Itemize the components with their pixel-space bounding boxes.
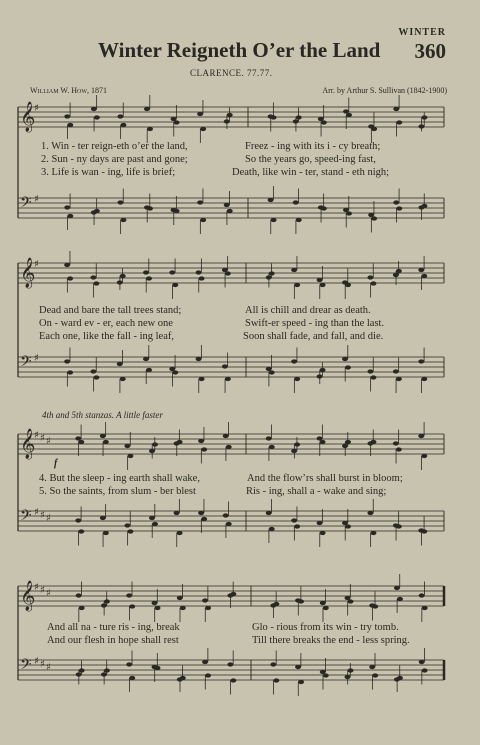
lyric-segment: And the flow’rs shall burst in bloom; xyxy=(247,473,403,484)
lyric-line xyxy=(0,154,480,168)
note-head xyxy=(155,666,161,670)
note-head xyxy=(298,599,304,603)
sharp-sign: ♯ xyxy=(46,436,51,447)
tempo-marking: 4th and 5th stanzas. A little faster xyxy=(42,410,163,420)
lyric-segment: Each one, like the fall - ing leaf, xyxy=(39,331,174,342)
note-head xyxy=(75,436,81,440)
note-head xyxy=(342,357,348,361)
note-head xyxy=(120,218,126,222)
note-head xyxy=(396,377,402,381)
lyric-line xyxy=(0,331,480,345)
note-head xyxy=(396,206,402,210)
note-head xyxy=(397,676,403,680)
treble-clef: 𝄞 xyxy=(20,258,36,288)
note-head xyxy=(174,209,180,213)
note-head xyxy=(79,606,85,610)
lyric-line xyxy=(0,635,480,649)
sharp-sign: ♯ xyxy=(40,659,45,670)
note-head xyxy=(198,439,204,443)
note-head xyxy=(78,440,84,444)
note-head xyxy=(421,454,427,458)
note-head xyxy=(64,359,70,363)
sharp-sign: ♯ xyxy=(46,662,51,673)
note-head xyxy=(298,680,304,684)
note-head xyxy=(227,113,233,117)
note-head xyxy=(294,524,300,528)
note-head xyxy=(200,127,206,131)
note-head xyxy=(345,365,351,369)
note-head xyxy=(120,274,126,278)
note-head xyxy=(64,263,70,267)
note-head xyxy=(67,370,73,374)
note-head xyxy=(230,678,236,682)
note-head xyxy=(317,521,323,525)
sharp-sign: ♯ xyxy=(46,588,51,599)
note-head xyxy=(224,203,230,207)
note-head xyxy=(227,662,233,666)
lyric-segment: Death, like win - ter, stand - eth nigh; xyxy=(232,167,390,178)
note-head xyxy=(91,107,97,111)
lyric-segment: Soon shall fade, and fall, and die. xyxy=(243,331,384,342)
note-head xyxy=(372,673,378,677)
note-head xyxy=(117,114,123,118)
note-head xyxy=(94,209,100,213)
note-head xyxy=(127,529,133,533)
note-head xyxy=(196,270,202,274)
lyric-segment: Freez - ing with its i - cy breath; xyxy=(245,141,381,152)
lyric-line xyxy=(0,318,480,332)
note-head xyxy=(317,278,323,282)
note-head xyxy=(205,673,211,677)
note-head xyxy=(201,447,207,451)
sharp-sign: ♯ xyxy=(40,433,45,444)
note-head xyxy=(269,527,275,531)
note-head xyxy=(418,268,424,272)
sharp-sign: ♯ xyxy=(34,507,39,518)
note-head xyxy=(146,368,152,372)
note-head xyxy=(149,516,155,520)
treble-clef: 𝄞 xyxy=(20,429,36,459)
note-head xyxy=(291,359,297,363)
note-head xyxy=(199,276,205,280)
note-head xyxy=(421,529,427,533)
note-head xyxy=(371,127,377,131)
note-head xyxy=(222,268,228,272)
note-head xyxy=(367,369,373,373)
note-head xyxy=(342,521,348,525)
note-head xyxy=(93,281,99,285)
note-head xyxy=(345,524,351,528)
note-head xyxy=(317,436,323,440)
note-head xyxy=(422,606,428,610)
note-head xyxy=(169,367,175,371)
lyric-segment: Swift-er speed - ing than the last. xyxy=(245,318,385,329)
note-head xyxy=(345,283,351,287)
note-head xyxy=(147,206,153,210)
note-head xyxy=(270,662,276,666)
note-head xyxy=(177,440,183,444)
note-head xyxy=(79,668,85,672)
note-head xyxy=(67,214,73,218)
lyric-line xyxy=(0,486,480,500)
note-head xyxy=(197,112,203,116)
sharp-sign: ♯ xyxy=(34,353,39,364)
note-head xyxy=(421,377,427,381)
note-head xyxy=(320,440,326,444)
note-head xyxy=(370,531,376,535)
note-head xyxy=(152,522,158,526)
note-head xyxy=(169,270,175,274)
note-head xyxy=(367,275,373,279)
note-head xyxy=(418,434,424,438)
note-head xyxy=(196,357,202,361)
note-head xyxy=(345,440,351,444)
note-head xyxy=(296,218,302,222)
note-head xyxy=(266,511,272,515)
note-head xyxy=(67,123,73,127)
lyric-segment: On - ward ev - er, each new one xyxy=(39,318,173,329)
note-head xyxy=(269,370,275,374)
note-head xyxy=(348,599,354,603)
lyric-segment: 1. Win - ter reign-eth o’er the land, xyxy=(41,141,188,152)
note-head xyxy=(370,440,376,444)
note-head xyxy=(320,283,326,287)
note-head xyxy=(346,113,352,117)
lyric-segment: Dead and bare the tall trees stand; xyxy=(39,305,182,316)
bass-clef: 𝄢 xyxy=(20,507,32,528)
note-head xyxy=(104,668,110,672)
sharp-sign: ♯ xyxy=(40,585,45,596)
note-head xyxy=(396,447,402,451)
lyric-segment: Till there breaks the end - less spring. xyxy=(252,635,410,646)
note-head xyxy=(67,276,73,280)
note-head xyxy=(205,606,211,610)
note-head xyxy=(397,597,403,601)
note-head xyxy=(117,362,123,366)
note-head xyxy=(199,377,205,381)
note-head xyxy=(271,115,277,119)
note-head xyxy=(198,511,204,515)
note-head xyxy=(174,120,180,124)
note-head xyxy=(226,445,232,449)
note-head xyxy=(64,114,70,118)
note-head xyxy=(367,511,373,515)
treble-clef: 𝄞 xyxy=(20,581,36,611)
note-head xyxy=(273,678,279,682)
note-head xyxy=(266,367,272,371)
note-head xyxy=(393,200,399,204)
lyric-line xyxy=(0,141,480,155)
treble-clef: 𝄞 xyxy=(20,102,36,132)
lyric-segment: All is chill and drear as death. xyxy=(245,305,371,316)
note-head xyxy=(421,115,427,119)
note-head xyxy=(294,377,300,381)
note-head xyxy=(371,216,377,220)
lyric-segment: 3. Life is wan - ing, life is brief; xyxy=(41,167,176,178)
lyric-segment: Glo - rious from its win - try tomb. xyxy=(252,622,399,633)
note-head xyxy=(103,531,109,535)
note-head xyxy=(126,662,132,666)
note-head xyxy=(124,444,130,448)
note-head xyxy=(370,375,376,379)
sharp-sign: ♯ xyxy=(46,513,51,524)
lyric-line xyxy=(0,473,480,487)
note-head xyxy=(152,601,158,605)
note-head xyxy=(295,665,301,669)
note-head xyxy=(64,205,70,209)
note-head xyxy=(222,364,228,368)
note-head xyxy=(370,281,376,285)
note-head xyxy=(172,370,178,374)
sharp-sign: ♯ xyxy=(34,259,39,270)
note-head xyxy=(348,668,354,672)
sharp-sign: ♯ xyxy=(40,510,45,521)
note-head xyxy=(90,275,96,279)
dynamic-marking: f xyxy=(54,458,58,469)
sharp-sign: ♯ xyxy=(34,430,39,441)
note-head xyxy=(147,127,153,131)
note-head xyxy=(343,208,349,212)
note-head xyxy=(320,601,326,605)
note-head xyxy=(120,123,126,127)
note-head xyxy=(202,598,208,602)
note-head xyxy=(124,523,130,527)
note-head xyxy=(393,369,399,373)
note-head xyxy=(230,592,236,596)
note-head xyxy=(126,593,132,597)
hymn-number: 360 xyxy=(414,39,446,63)
note-head xyxy=(78,529,84,533)
note-head xyxy=(146,276,152,280)
lyric-segment: And all na - ture ris - ing, break xyxy=(47,622,180,633)
sharp-sign: ♯ xyxy=(34,582,39,593)
note-head xyxy=(396,524,402,528)
note-head xyxy=(200,218,206,222)
note-head xyxy=(294,283,300,287)
note-head xyxy=(226,522,232,526)
bass-clef: 𝄢 xyxy=(20,194,32,215)
tune-name: CLARENCE. 77.77. xyxy=(190,68,273,78)
note-head xyxy=(394,586,400,590)
note-head xyxy=(271,218,277,222)
note-head xyxy=(291,268,297,272)
note-head xyxy=(223,513,229,517)
note-head xyxy=(103,440,109,444)
lyric-segment: And our flesh in hope shall rest xyxy=(47,635,179,646)
note-head xyxy=(171,117,177,121)
note-head xyxy=(323,606,329,610)
note-head xyxy=(225,377,231,381)
note-head xyxy=(100,434,106,438)
note-head xyxy=(180,676,186,680)
note-head xyxy=(419,660,425,664)
sharp-sign: ♯ xyxy=(34,103,39,114)
note-head xyxy=(421,204,427,208)
note-head xyxy=(396,120,402,124)
bass-clef: 𝄢 xyxy=(20,353,32,374)
note-head xyxy=(100,516,106,520)
note-head xyxy=(318,117,324,121)
note-head xyxy=(273,602,279,606)
note-head xyxy=(120,377,126,381)
note-head xyxy=(396,269,402,273)
lyric-segment: So the years go, speed-ing fast, xyxy=(245,154,376,165)
note-head xyxy=(343,109,349,113)
note-head xyxy=(323,673,329,677)
note-head xyxy=(76,593,82,597)
note-head xyxy=(117,200,123,204)
note-head xyxy=(227,209,233,213)
note-head xyxy=(202,660,208,664)
note-head xyxy=(93,375,99,379)
note-head xyxy=(152,442,158,446)
note-head xyxy=(422,668,428,672)
lyric-segment: 2. Sun - ny days are past and gone; xyxy=(41,154,188,165)
note-head xyxy=(294,442,300,446)
note-head xyxy=(174,511,180,515)
note-head xyxy=(172,283,178,287)
note-head xyxy=(129,604,135,608)
note-head xyxy=(320,670,326,674)
note-head xyxy=(225,271,231,275)
note-head xyxy=(368,213,374,217)
note-head xyxy=(90,369,96,373)
note-head xyxy=(127,454,133,458)
note-head xyxy=(419,593,425,597)
note-head xyxy=(393,441,399,445)
lyric-line xyxy=(0,167,480,181)
note-head xyxy=(421,274,427,278)
note-head xyxy=(269,445,275,449)
sharp-sign: ♯ xyxy=(34,194,39,205)
hymn-title: Winter Reigneth O’er the Land xyxy=(98,38,381,62)
note-head xyxy=(143,270,149,274)
arranger-credit: Arr. by Arthur S. Sullivan (1842-1900) xyxy=(322,86,447,95)
sharp-sign: ♯ xyxy=(34,656,39,667)
note-head xyxy=(345,596,351,600)
note-head xyxy=(418,359,424,363)
note-head xyxy=(321,206,327,210)
note-head xyxy=(177,531,183,535)
note-head xyxy=(143,357,149,361)
section-label: WINTER xyxy=(398,27,446,38)
note-head xyxy=(293,200,299,204)
note-head xyxy=(296,115,302,119)
note-head xyxy=(94,115,100,119)
author-credit: William W. How, 1871 xyxy=(30,86,107,95)
lyric-segment: 5. So the saints, from slum - ber blest xyxy=(39,486,196,497)
note-head xyxy=(104,599,110,603)
note-head xyxy=(201,517,207,521)
note-head xyxy=(372,604,378,608)
note-head xyxy=(320,531,326,535)
lyric-segment: 4. But the sleep - ing earth shall wake, xyxy=(39,473,200,484)
note-head xyxy=(369,665,375,669)
note-head xyxy=(129,676,135,680)
note-head xyxy=(346,211,352,215)
lyric-line xyxy=(0,622,480,636)
note-head xyxy=(269,271,275,275)
note-head xyxy=(266,436,272,440)
note-head xyxy=(268,198,274,202)
lyric-line xyxy=(0,305,480,319)
note-head xyxy=(155,606,161,610)
note-head xyxy=(144,107,150,111)
note-head xyxy=(291,518,297,522)
note-head xyxy=(321,120,327,124)
lyric-segment: Ris - ing, shall a - wake and sing; xyxy=(246,486,387,497)
note-head xyxy=(393,107,399,111)
note-head xyxy=(75,518,81,522)
note-head xyxy=(180,606,186,610)
note-head xyxy=(177,596,183,600)
note-head xyxy=(320,368,326,372)
note-head xyxy=(197,200,203,204)
bass-clef: 𝄢 xyxy=(20,656,32,677)
note-head xyxy=(223,434,229,438)
